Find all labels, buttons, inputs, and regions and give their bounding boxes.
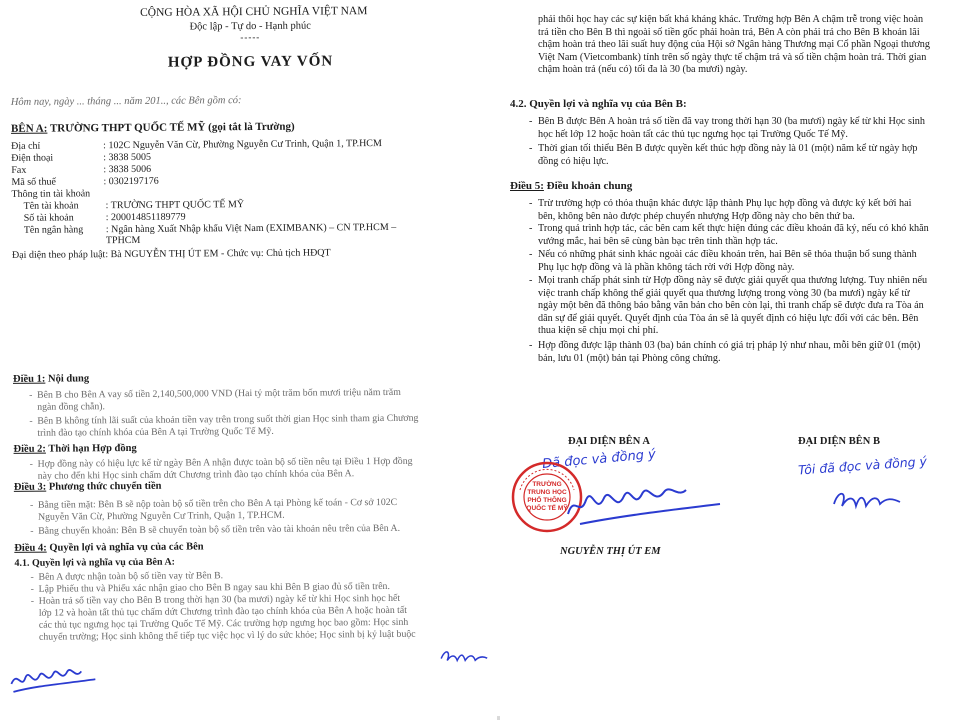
text-line: - Lập Phiếu thu và Phiếu xác nhận giao cho Bên B ngay sau khi Bên B giao đủ số tiền trên. <box>38 580 390 595</box>
contract-page-2 <box>500 0 960 720</box>
info-label: Điện thoại <box>11 152 54 164</box>
article-title: Thời hạn Hợp đồng <box>48 442 137 455</box>
article-5-item-1 <box>538 198 911 223</box>
info-label: Mã số thuế <box>11 176 56 188</box>
info-row-fax <box>11 164 151 176</box>
text-line: bản, lưu 01 (một) bản tại Phòng công chứng. <box>538 352 721 364</box>
text-line: vướng mắc, hai bên sẽ cùng bàn bạc trên tinh thần hợp tác. <box>538 235 778 247</box>
text-line: - Bên B cho Bên A vay số tiền 2,140,500,000 VND (Hai tỷ một trăm bốn mươi triệu năm trăm <box>37 386 401 401</box>
article-label: Điều 5: <box>510 180 544 192</box>
article-3-item-2 <box>38 523 400 538</box>
text-line: đồng có hiệu lực. <box>538 155 609 167</box>
text-line: trình đào tạo chính khóa của Bên A tại Trường Quốc Tế Mỹ. <box>37 425 274 439</box>
text-line: - Hợp đồng này có hiệu lực kể từ ngày Bên A nhận được toàn bộ số tiền nêu tại Điều 1 Hợp đồng <box>37 455 413 470</box>
info-row-account-info <box>11 188 103 200</box>
text-line: trả tiền cho Bên B thì ngoài số tiền gốc phải hoàn trả, Bên A còn phải trả cho Bên B khoản lãi <box>538 26 920 38</box>
info-value: : 102C Nguyễn Văn Cừ, Phường Nguyễn Cư Trinh, Quận 1, TP.HCM <box>103 138 382 152</box>
section-4-2-item-1 <box>538 116 925 141</box>
article-5-item-5 <box>538 340 920 365</box>
article-1-item-1 <box>37 387 401 414</box>
svg-text:TRƯỜNG: TRƯỜNG <box>532 481 562 488</box>
party-a-name: TRƯỜNG THPT QUỐC TẾ MỸ (gọi tắt là Trường) <box>49 120 295 135</box>
initial-right-signature <box>437 644 497 668</box>
info-row-address <box>11 138 382 152</box>
party-a-heading <box>11 121 295 135</box>
section-4-1-item-3 <box>39 593 416 644</box>
handwritten-agreement-b: Tôi đã đọc và đồng ý <box>797 453 928 478</box>
svg-text:PHỔ THÔNG: PHỔ THÔNG <box>527 497 567 504</box>
text-line: Phụ lục hợp đồng và là phần không tách rời với Hợp đồng này. <box>538 261 795 273</box>
article-label: Điều 1: <box>12 373 46 385</box>
text-line: - Hợp đồng được lập thành 03 (ba) bản chính có giá trị pháp lý như nhau, mỗi bên giữ 01 (một) <box>538 340 921 351</box>
section-4-2-item-2 <box>538 143 917 168</box>
article-title: Nội dung <box>47 373 90 385</box>
text-line: Việt Nam (Vietcombank) tính trên số ngày thực tế chậm trả và số tiền chậm hoàn trả. Thời gian <box>538 51 927 63</box>
article-5-item-3 <box>538 249 917 274</box>
motto: Độc lập - Tự do - Hạnh phúc <box>189 20 311 33</box>
text-line: - Thời gian tối thiểu Bên B được quyền kết thúc hợp đồng này là 01 (một) năm kể từ ngày hợp <box>538 143 918 154</box>
info-label: Fax <box>11 164 27 176</box>
info-value: : 0302197176 <box>103 175 159 188</box>
account-label <box>24 243 106 244</box>
text-line: này cho đến khi Học sinh chấm dứt Chương trình đào tạo chính khóa của Bên A. <box>37 468 355 482</box>
account-label: Số tài khoản <box>23 212 74 224</box>
article-4-continuation <box>538 14 930 77</box>
info-label: Thông tin tài khoản <box>11 188 91 200</box>
article-3-item-1 <box>38 497 397 524</box>
account-label: Tên tài khoản <box>23 200 79 212</box>
signature-a <box>560 466 730 536</box>
text-line: lớp 12 và hoàn tất thủ tục chấm dứt Chương trình đào tạo chính khóa của Bên A hoặc hoàn tất <box>38 604 408 619</box>
text-line: các thủ tục ngưng học tại Trường Quốc Tế Mỹ. Các trường hợp ngưng học bao gồm: Học sinh <box>38 616 409 631</box>
account-row-number <box>24 212 186 224</box>
text-line: - Mọi tranh chấp phát sinh từ Hợp đồng này sẽ được giải quyết qua thương lượng. Tuy nhiên nếu <box>538 275 928 286</box>
account-value: TPHCM <box>105 234 141 247</box>
article-2-heading <box>13 443 136 455</box>
info-label: Địa chỉ <box>11 140 41 152</box>
legal-representative: Đại diện theo pháp luật: Bà NGUYỄN THỊ ÚT EM - Chức vụ: Chủ tịch HĐQT <box>11 247 331 261</box>
article-title: Phương thức chuyển tiền <box>48 480 162 493</box>
representative-a-heading: ĐẠI DIỆN BÊN A <box>568 436 650 447</box>
text-line: - Trừ trường hợp có thỏa thuận khác được lập thành Phụ lục hợp đồng và được ký kết bởi hai <box>538 198 912 209</box>
article-5-heading <box>510 180 632 192</box>
text-line: - Bằng chuyển khoản: Bên B sẽ chuyển toàn bộ số tiền trên vào tài khoản nêu trên của Bên A. <box>38 522 401 537</box>
text-line: việc tranh chấp không thể giải quyết qua thương lượng trong vòng 30 (ba mươi) ngày kể từ <box>538 287 910 299</box>
article-4-heading <box>14 541 203 553</box>
text-line: chậm hoàn trả theo lãi suất huy động của Hội sở Ngân hàng Thương mại Cổ phần Ngoại thương <box>538 39 930 50</box>
text-line: ngàn đồng chẵn). <box>37 401 105 413</box>
article-label: Điều 4: <box>14 542 47 554</box>
info-row-phone <box>11 152 151 164</box>
section-4-2-heading: 4.2. Quyền lợi và nghĩa vụ của Bên B: <box>510 98 687 110</box>
text-line: - Bên B không tính lãi suất của khoản tiền vay trên trong suốt thời gian Học sinh tham gia Chương <box>37 412 419 427</box>
article-label: Điều 2: <box>13 443 46 455</box>
article-2-item-1 <box>38 456 413 483</box>
text-line: - Bằng tiền mặt: Bên B sẽ nộp toàn bộ số tiền trên cho Bên A tại Phòng kế toán - Cơ sở 102C <box>37 496 398 511</box>
text-line: phải thôi học hay các sự kiện bất khả kháng khác. Trường hợp Bên A chậm trễ trong việc hoàn <box>538 14 924 25</box>
text-line: - Hoàn trả số tiền vay cho Bên B trong thời hạn 30 (ba mươi) ngày kể từ khi Học sinh học hết <box>38 592 401 607</box>
account-row-bank <box>24 222 396 236</box>
account-value: : 200014851189779 <box>105 211 186 224</box>
article-title: Quyền lợi và nghĩa vụ của các Bên <box>49 541 204 554</box>
article-1-heading <box>13 373 89 385</box>
text-line: - Bên B được Bên A hoàn trả số tiền đã vay trong thời hạn 30 (ba mươi) ngày kể từ khi Học sinh <box>538 116 925 127</box>
signer-a-name: NGUYỄN THỊ ÚT EM <box>560 546 661 557</box>
motto-dashes: ----- <box>240 31 261 43</box>
info-row-tax-code <box>11 176 158 188</box>
article-5-item-4 <box>538 275 927 338</box>
text-line: bên, không bên nào được phép chuyển nhượng Hợp đồng này cho bên thứ ba. <box>538 210 855 222</box>
party-a-label: BÊN A: <box>10 122 48 135</box>
article-5-item-2 <box>538 223 929 248</box>
text-line: chậm hoàn trả (nếu có) tối đa là 30 (ba mươi) ngày. <box>538 64 748 75</box>
section-4-1-heading: 4.1. Quyền lợi và nghĩa vụ của Bên A: <box>14 556 176 569</box>
account-value: : Ngân hàng Xuất Nhập khẩu Việt Nam (EXIMBANK) – CN TP.HCM – <box>105 221 397 236</box>
svg-text:TRUNG HỌC: TRUNG HỌC <box>527 489 567 496</box>
article-title: Điều khoản chung <box>546 180 633 192</box>
text-line: - Bên A được nhận toàn bộ số tiền vay từ Bên B. <box>38 570 224 583</box>
account-row-bank-cont <box>24 235 141 247</box>
account-row-name <box>24 199 245 212</box>
text-line: chuyển trường; Học sinh không thể tiếp tục việc học vì lý do sức khỏe; Học sinh bị kỷ luật buộc <box>38 628 416 643</box>
text-line: - Trong quá trình hợp tác, các bên cam kết thực hiện đúng các điều khoản đã ký, nếu có khó khăn <box>538 223 929 234</box>
info-value: : 3838 5005 <box>103 151 152 164</box>
article-3-heading <box>14 481 162 493</box>
representative-b-heading: ĐẠI DIỆN BÊN B <box>798 436 880 447</box>
article-1-item-2 <box>37 413 418 440</box>
info-value: : 3838 5006 <box>103 163 152 176</box>
account-label: Tên ngân hàng <box>23 224 84 236</box>
text-line: - Nếu có những phát sinh khác ngoài các điều khoản trên, hai Bên sẽ thỏa thuận bổ sung thành <box>538 249 917 260</box>
nation-heading: CỘNG HÒA XÃ HỘI CHỦ NGHĨA VIỆT NAM <box>140 5 368 19</box>
text-line: Nguyễn Văn Cừ, Phường Nguyễn Cư Trinh, Quận 1, TP.HCM. <box>38 509 285 523</box>
signature-b <box>826 480 916 520</box>
intro-line: Hôm nay, ngày ... tháng ... năm 201.., các Bên gồm có: <box>10 95 242 108</box>
text-line: thua kiện sẽ chịu mọi chi phí. <box>538 325 659 336</box>
handwritten-agreement-a: Đã đọc và đồng ý <box>541 447 657 472</box>
article-label: Điều 3: <box>13 481 47 493</box>
account-value: : TRƯỜNG THPT QUỐC TẾ MỸ <box>105 199 245 212</box>
text-line: dân sự để giải quyết. Quyết định của Tòa án sẽ là quyết định có hiệu lực đối với các bên. Bên <box>538 312 919 324</box>
svg-text:QUỐC TẾ MỸ: QUỐC TẾ MỸ <box>526 505 568 512</box>
text-line: học hết lớp 12 hoặc hoàn tất các thủ tục ngưng học tại Trường Quốc Tế Mỹ. <box>538 128 848 140</box>
document-title: HỢP ĐỒNG VAY VỐN <box>167 53 334 71</box>
initial-left-signature <box>5 649 115 700</box>
text-line: ngày một bên đã thông báo bằng văn bản cho bên còn lại, thì tranh chấp sẽ được đưa ra Tòa án <box>538 300 924 311</box>
